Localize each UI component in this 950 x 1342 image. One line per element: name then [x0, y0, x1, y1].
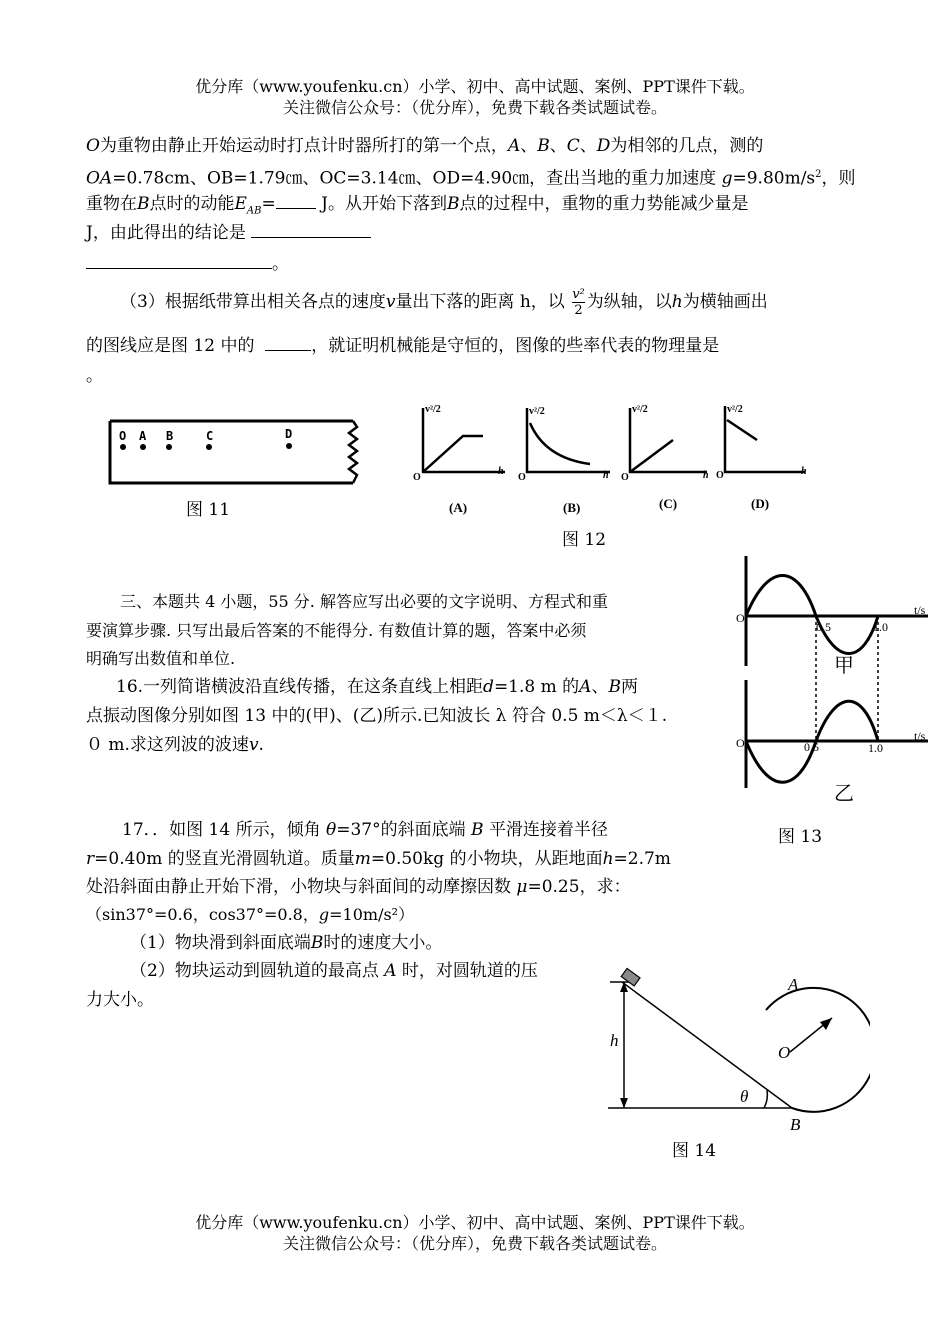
label-theta: θ — [740, 1087, 749, 1106]
q15-line-4: J，由此得出的结论是 — [86, 219, 371, 247]
svg-text:v²/2: v²/2 — [529, 406, 545, 417]
q15-sub3-line-2: 的图线应是图 12 中的 ，就证明机械能是守恒的，图像的些率代表的物理量是 — [86, 332, 719, 360]
svg-text:1.0: 1.0 — [868, 741, 883, 755]
svg-text:h: h — [498, 466, 504, 477]
option-C: (C) — [659, 496, 678, 511]
svg-text:O: O — [736, 736, 745, 750]
q17-sub1: （1）物块滑到斜面底端B时的速度大小。 — [130, 933, 443, 953]
svg-text:O: O — [518, 472, 526, 483]
label-O: O — [778, 1043, 791, 1062]
option-A: (A) — [449, 500, 468, 515]
svg-text:v²/2: v²/2 — [425, 404, 441, 415]
q17-line-3: 处沿斜面由静止开始下滑，小物块与斜面间的动摩擦因数 μ=0.25，求： — [86, 877, 631, 897]
figure-14-caption: 图 14 — [672, 1141, 717, 1161]
q16-line-1: 16.一列简谐横波沿直线传播，在这条直线上相距d=1.8 m 的A、B两 — [116, 677, 638, 697]
option-D: (D) — [751, 496, 770, 511]
svg-text:v²/2: v²/2 — [632, 404, 648, 415]
q17-line-1: 17．．如图 14 所示，倾角 θ=37°的斜面底端 B 平滑连接着半径 — [122, 820, 608, 840]
svg-text:t/s: t/s — [914, 729, 926, 743]
q17-sub2-line-1: （2）物块运动到圆轨道的最高点 A 时，对圆轨道的压 — [130, 961, 538, 981]
label-jia: 甲 — [834, 655, 854, 677]
label-h: h — [610, 1031, 619, 1050]
svg-text:0.5: 0.5 — [804, 740, 819, 754]
section3-line-1: 三、本题共 4 小题，55 分. 解答应写出必要的文字说明、方程式和重 — [120, 592, 608, 611]
svg-text:h: h — [703, 470, 709, 481]
figure-13-caption: 图 13 — [778, 827, 823, 847]
tape-label-O: O — [119, 429, 127, 443]
q17-sub2-line-2: 力大小。 — [86, 990, 154, 1010]
option-B: (B) — [563, 500, 581, 515]
tape-label-B: B — [166, 429, 174, 443]
figure-12-caption: 图 12 — [562, 530, 607, 550]
figure-13-graphs — [728, 548, 950, 808]
svg-text:1.0: 1.0 — [873, 620, 888, 634]
section3-line-2: 要演算步骤. 只写出最后答案的不能得分. 有数值计算的题，答案中必须 — [86, 621, 587, 640]
q17-line-4: （sin37°=0.6，cos37°=0.8，g=10m/s²） — [86, 905, 415, 924]
q15-line-3: 重物在B点时的动能$E_{AB}= J$。从开始下落到B点的过程中，重物的重力势能减少量是 — [86, 190, 748, 225]
svg-text:O: O — [413, 472, 421, 483]
footer-line-1: 优分库（www.youfenku.cn）小学、初中、高中试题、案例、PPT课件下载。 — [195, 1213, 755, 1232]
tape-label-D: D — [285, 427, 293, 441]
figure-11-tape — [105, 415, 370, 490]
svg-text:O: O — [736, 611, 745, 625]
q15-sub3-line-3: 。 — [86, 366, 103, 386]
svg-text:h: h — [603, 470, 609, 481]
header-line-2: 关注微信公众号：（优分库），免费下载各类试题试卷。 — [282, 98, 667, 117]
figure-14-incline — [600, 960, 870, 1140]
svg-text:O: O — [716, 470, 724, 481]
label-B: B — [790, 1115, 801, 1134]
svg-text:v²/2: v²/2 — [727, 404, 743, 415]
q16-line-3: ０ m.求这列波的波速v. — [86, 735, 264, 755]
svg-text:O: O — [621, 472, 629, 483]
q16-line-2: 点振动图像分别如图 13 中的(甲)、(乙)所示.已知波长 λ 符合 0.5 m＜λ＜１. — [86, 706, 668, 726]
tape-label-C: C — [206, 429, 214, 443]
label-A: A — [788, 975, 799, 994]
svg-text:t/s: t/s — [914, 603, 926, 617]
header-line-1: 优分库（www.youfenku.cn）小学、初中、高中试题、案例、PPT课件下载。 — [195, 77, 755, 96]
section3-line-3: 明确写出数值和单位. — [86, 649, 236, 668]
footer-line-2: 关注微信公众号：（优分库），免费下载各类试题试卷。 — [282, 1234, 667, 1253]
tape-label-A: A — [139, 429, 147, 443]
figure-11-caption: 图 11 — [186, 500, 231, 520]
q15-line-2: OA=0.78cm、OB=1.79㎝、OC=3.14㎝、OD=4.90㎝，查出当地的重力加速度 $g=9.80m/s^2$，则 — [86, 168, 856, 189]
svg-text:0.5: 0.5 — [816, 620, 831, 634]
label-yi: 乙 — [834, 783, 854, 805]
q15-line-1: O为重物由静止开始运动时打点计时器所打的第一个点，A、B、C、D为相邻的几点，测的 — [86, 136, 764, 156]
figure-12-graphs — [405, 398, 815, 518]
q15-line-5: 。 — [86, 250, 289, 278]
q15-sub3-line-1: （3）根据纸带算出相关各点的速度v量出下落的距离 h，以 $\frac{\text{v²}}{2}$ 为纵轴，以h为横轴画出 — [120, 287, 768, 318]
q17-line-2: r=0.40m 的竖直光滑圆轨道。质量m=0.50kg 的小物块，从距地面h=2.7m — [86, 849, 671, 869]
svg-text:h: h — [801, 466, 807, 477]
